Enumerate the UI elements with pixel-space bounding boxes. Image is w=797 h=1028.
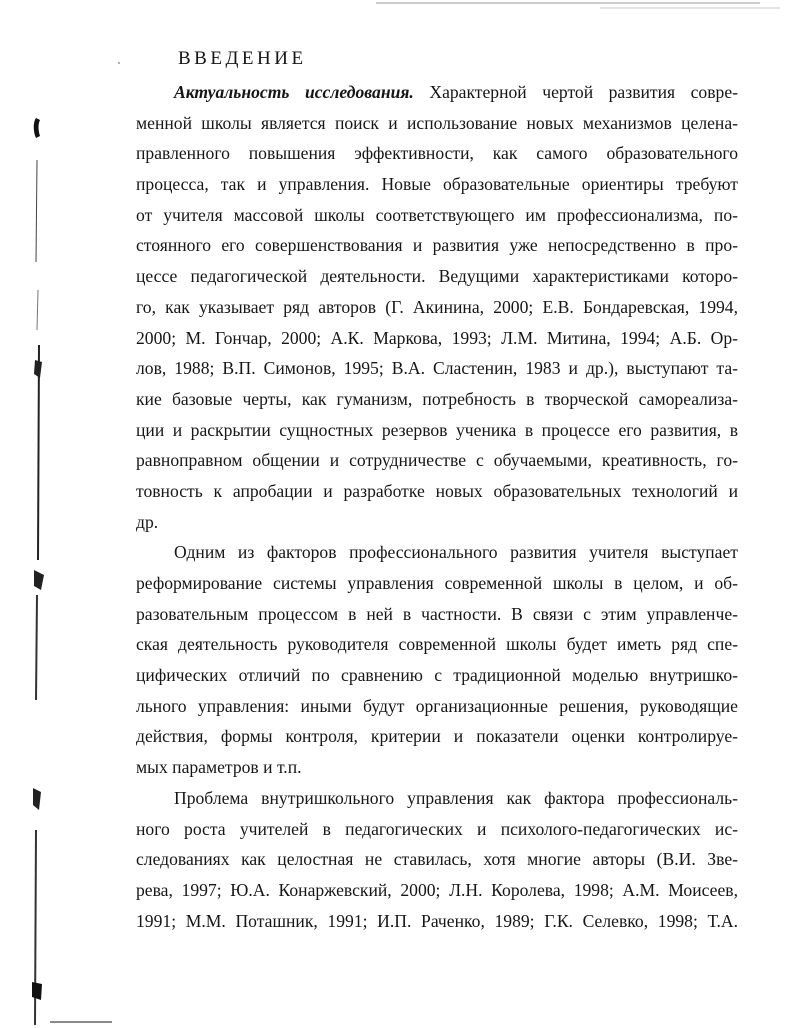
text-line [136, 660, 738, 691]
section-lead-heading: Актуальность исследования. [174, 82, 414, 102]
text-line-content: равноправном общении и сотрудничестве с обучаемыми, креативность, го- [136, 450, 738, 471]
text-line [136, 844, 738, 875]
scan-left-edge-blot-2 [34, 570, 44, 590]
text-line-content: го, как указывает ряд авторов (Г. Акинина, 2000; Е.В. Бондаревская, 1994, [136, 296, 738, 317]
text-line-content: мых параметров и т.п. [136, 757, 302, 778]
text-line-content: разовательным процессом в ней в частности. В связи с этим управленче- [136, 603, 738, 624]
text-line [136, 476, 738, 507]
text-line-content: ного роста учителей в педагогических и психолого-педагогических ис- [136, 818, 738, 839]
scan-left-edge-line-2 [37, 290, 38, 330]
text-line [136, 629, 738, 660]
text-line-content: льного управления: иными будут организационные решения, руководящие [136, 695, 738, 716]
text-line-content: 1991; М.М. Поташник, 1991; И.П. Раченко, 1989; Г.К. Селевко, 1998; Т.А. [136, 910, 738, 931]
scan-left-edge-line-5 [35, 830, 36, 1025]
text-line-content: Характерной чертой развития совре- [413, 82, 739, 102]
text-line [136, 323, 738, 354]
text-line-content: менной школы является поиск и использование новых механизмов целена- [136, 112, 738, 133]
text-line [136, 691, 738, 722]
page-title: ВВЕДЕНИЕ [178, 48, 307, 69]
text-line [136, 599, 738, 630]
text-line [136, 261, 738, 292]
text-line-content: следованиях как целостная не ставилась, хотя многие авторы (В.И. Зве- [136, 849, 738, 870]
text-line-content: цифических отличий по сравнению с традиционной моделью внутришко- [136, 665, 738, 686]
text-line [136, 814, 738, 845]
text-line-content: правленного повышения эффективности, как самого образовательного [136, 143, 738, 164]
text-line [136, 507, 738, 538]
text-line [136, 752, 738, 783]
text-line [136, 537, 738, 568]
scan-left-edge-blot [34, 360, 42, 378]
text-line [136, 108, 738, 139]
scan-left-edge-blot-3 [33, 788, 41, 810]
text-line-content: ции и раскрытии сущностных резервов ученика в процессе его развития, в [136, 419, 738, 440]
scan-left-edge-line-4 [36, 595, 37, 700]
text-line [136, 169, 738, 200]
text-line [136, 445, 738, 476]
text-line [136, 415, 738, 446]
text-line [136, 783, 738, 814]
text-line-content: процесса, так и управления. Новые образовательные ориентиры требуют [136, 174, 738, 195]
text-line [136, 292, 738, 323]
text-line-content: стоянного его совершенствования и развития уже непосредственно в про- [136, 235, 738, 256]
text-line-content: цессе педагогической деятельности. Ведущими характеристиками которо- [136, 266, 738, 287]
text-line [136, 77, 738, 108]
text-line [136, 200, 738, 231]
scan-left-edge-line-3 [38, 345, 39, 560]
scan-left-edge-line [36, 160, 37, 262]
scan-left-edge-mark [34, 118, 40, 138]
text-line [136, 230, 738, 261]
text-line [136, 353, 738, 384]
text-line [136, 721, 738, 752]
text-line [136, 906, 738, 937]
scan-left-edge-blot-4 [32, 982, 42, 1000]
text-line-content: действия, формы контроля, критерии и показатели оценки контролируе- [136, 726, 738, 747]
text-line-content: лов, 1988; В.П. Симонов, 1995; В.А. Сластенин, 1983 и др.), выступают та- [136, 358, 738, 379]
text-line-content: ская деятельность руководителя современной школы будет иметь ряд спе- [136, 634, 738, 655]
text-line [136, 138, 738, 169]
text-line-content: Одним из факторов профессионального развития учителя выступает [174, 542, 738, 563]
text-line [136, 568, 738, 599]
text-line [136, 875, 738, 906]
text-line-content: рева, 1997; Ю.А. Конаржевский, 2000; Л.Н. Королева, 1998; А.М. Моисеев, [136, 879, 738, 900]
text-line-content: товность к апробации и разработке новых образовательных технологий и [136, 480, 738, 501]
text-line [136, 384, 738, 415]
text-line-content: Проблема внутришкольного управления как фактора профессиональ- [174, 787, 738, 808]
body-text [136, 77, 738, 936]
text-line-content: 2000; М. Гончар, 2000; А.К. Маркова, 1993; Л.М. Митина, 1994; А.Б. Ор- [136, 327, 738, 348]
text-line-content: реформирование системы управления современной школы в целом, и об- [136, 573, 738, 593]
text-line-content: кие базовые черты, как гуманизм, потребность в творческой самореализа- [136, 388, 738, 409]
text-line-content: от учителя массовой школы соответствующего им профессионализма, по- [136, 204, 738, 225]
text-line-content: др. [136, 511, 159, 532]
